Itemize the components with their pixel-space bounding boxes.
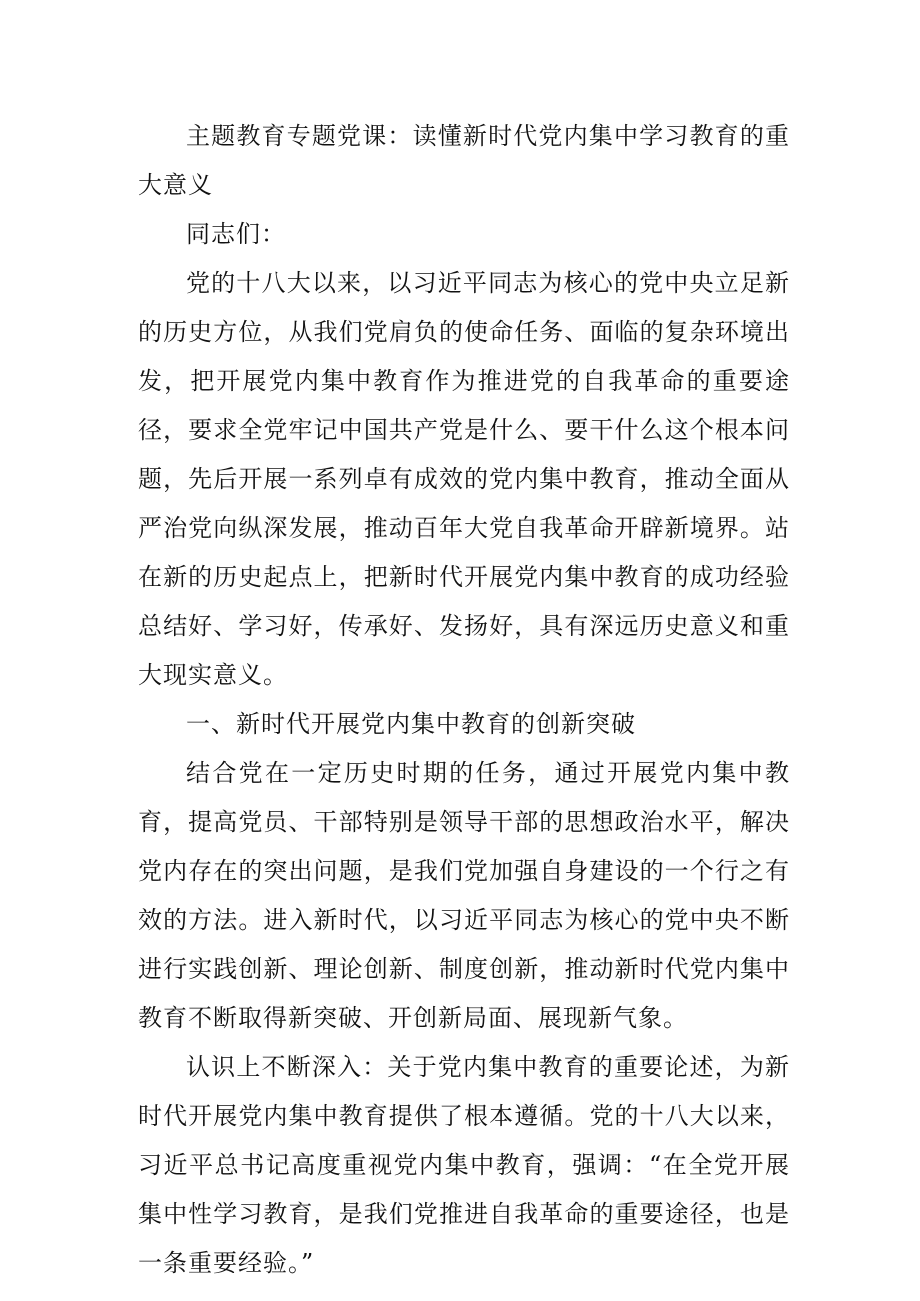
intro-paragraph: 党的十八大以来，以习近平同志为核心的党中央立足新的历史方位，从我们党肩负的使命任务、面临的复杂环境出发，把开展党内集中教育作为推进党的自我革命的重要途径，要求全党牢记中国共产党是什么、要干什么这个根本问题，先后开展一系列卓有成效的党内集中教育，推动全面从严治党向纵深发展，推动百年大党自我革命开辟新境界。站在新的历史起点上，把新时代开展党内集中教育的成功经验总结好、学习好，传承好、发扬好，具有深远历史意义和重大现实意义。: [138, 269, 790, 689]
section-heading: 一、新时代开展党内集中教育的创新突破: [186, 710, 636, 738]
section-paragraph-1: 结合党在一定历史时期的任务，通过开展党内集中教育，提高党员、干部特别是领导干部的思想政治水平，解决党内存在的突出问题，是我们党加强自身建设的一个行之有效的方法。进入新时代，以习近平同志为核心的党中央不断进行实践创新、理论创新、制度创新，推动新时代党内集中教育不断取得新突破、开创新局面、展现新气象。: [138, 759, 790, 1032]
document-body: [138, 112, 790, 1288]
salutation: 同志们：: [186, 220, 286, 248]
document-title: 主题教育专题党课：读懂新时代党内集中学习教育的重大意义: [138, 122, 790, 199]
section-paragraph-2: 认识上不断深入：关于党内集中教育的重要论述，为新时代开展党内集中教育提供了根本遵循。党的十八大以来，习近平总书记高度重视党内集中教育，强调：“在全党开展集中性学习教育，是我们党推进自我革命的重要途径，也是一条重要经验。”: [138, 1053, 790, 1277]
